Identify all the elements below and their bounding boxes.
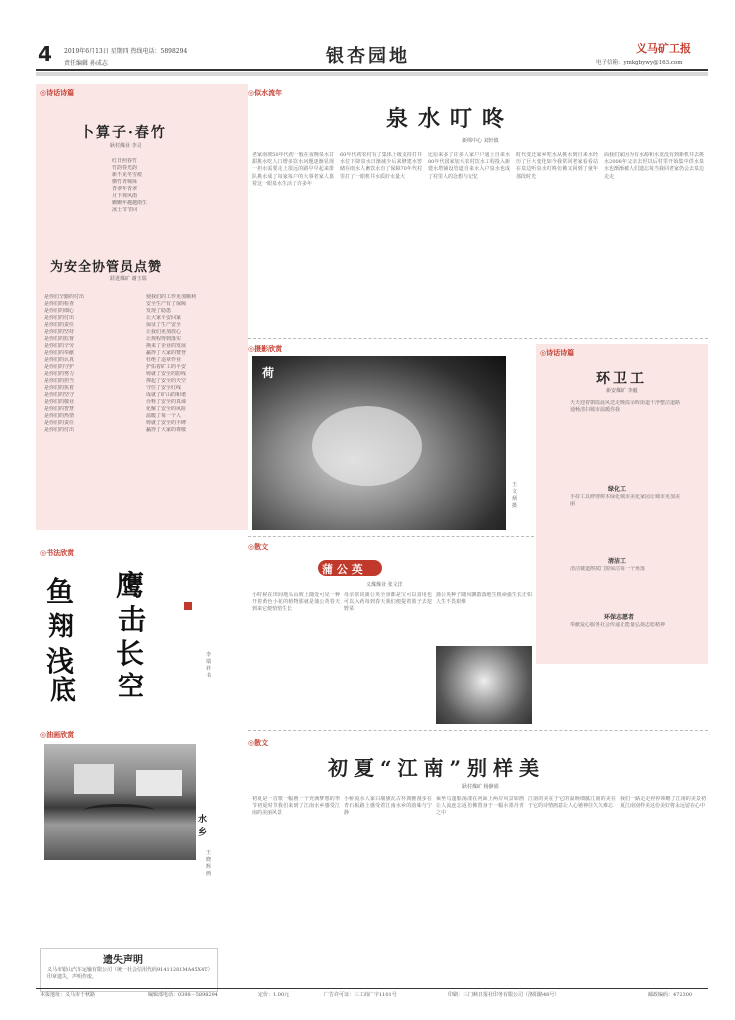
footer-price: 定价：1.00元 (258, 992, 290, 998)
painting-house-shape (74, 764, 114, 794)
paper-name: 义马矿工报 (636, 42, 691, 55)
painting-house-shape (136, 770, 182, 796)
header-rule (36, 69, 708, 71)
poem-title: 卜算子·春竹 (80, 125, 167, 141)
essay2-author: 义煤煤业 张文洋 (366, 582, 403, 588)
poem2-line: 是你们的热情 (44, 413, 75, 419)
contact-email: 电子信箱：ymkgbywy@163.com (596, 60, 683, 66)
header-stripe (36, 72, 708, 76)
footer-postcode: 邮政编码：472300 (648, 992, 693, 998)
essay3-col: 初夏是一首歌一幅画一个充满梦想的季节初夏时节我们来到了江南水乡感受江南的美丽风景 (252, 796, 340, 817)
essay3-title: 初夏“江南”别样美 (328, 756, 546, 780)
calligraphy-char: 浅 (46, 645, 75, 678)
essay1-col: 时代变迁家乡吃水从挑水到自来水经历了巨大变化如今我常回老家看看站在泉边听泉水叮咚仿佛又回到了童年那段时光 (516, 152, 598, 180)
calligraphy-artwork (44, 562, 204, 706)
essay3-col: 乘坐乌篷船荡漾在河面上两岸风景如画让人流连忘返仿佛置身于一幅水墨丹青之中 (436, 796, 524, 817)
poem3-sub1: 绿化工 (608, 486, 627, 493)
poem2-col2 (146, 294, 244, 434)
section-title: 银杏园地 (326, 46, 410, 67)
essay1-col: 面我们家因为有水源和水龙没有到新机井去挑水2008年父亲去世以后村里开始集中供水泉水也渐渐被人们遗忘每当我回老家仍会去泉边走走 (604, 152, 704, 180)
poem2-line: 是你们的担当 (44, 378, 75, 384)
poem-line: 新不见冬雪痕 (112, 172, 143, 178)
photo-image (252, 356, 506, 530)
poem3-body: 奉献爱心服务社会传递正能量弘扬志愿精神 (570, 622, 666, 628)
poem-tag: ◎诗话诗篇 (40, 88, 75, 97)
poem2-line: 安全生产有了保障 (146, 301, 187, 307)
essay1-author: 新绵中心 刘轩镇 (462, 138, 499, 144)
poem2-line: 赢得了大家的赞誉 (146, 350, 187, 356)
poem2-line: 是你们的付出 (44, 427, 75, 433)
notice-text: 义马市银山汽车运输有限公司（统一社会信用代码91411281MA45X4T）印章遗失，声明作废。 (47, 967, 211, 980)
poem2-line: 护佑着矿工的平安 (146, 364, 187, 370)
calligraphy-char: 底 (50, 676, 77, 706)
footer-address: 本报地址：义马市千秋路 (40, 992, 96, 998)
calligraphy-seal-icon (184, 602, 192, 610)
poem2-line: 保证了生产安全 (146, 322, 182, 328)
essay1-col: 60年代初农村有了集体上级支持打井水位下降泉水日渐减少后来修建水窖储存雨水人畜饮水有了保障70年代村里打了一眼机井水质好水量大 (340, 152, 422, 180)
essay3-col: 江南的美在于它的温婉细腻江南的美在于它的诗情画意让人心驰神往久久难忘 (528, 796, 616, 810)
poem2-line: 使我们的工作更加顺利 (146, 294, 197, 300)
essay2-title: 蒲 公 英 (322, 563, 363, 576)
calligraphy-char: 鹰 (116, 569, 145, 602)
divider (248, 730, 708, 731)
poem2-line: 是你们的责任 (44, 322, 75, 328)
poem3-sub3: 环保志愿者 (604, 614, 635, 621)
poem2-line: 守住了安全红线 (146, 385, 182, 391)
painting-image (44, 744, 196, 860)
calligraphy-tag: ◎书法欣赏 (40, 548, 75, 557)
poem2-line: 是你们辛勤的付出 (44, 294, 85, 300)
divider (248, 338, 708, 339)
poem2-line: 是你们的认真 (44, 357, 75, 363)
poem3-body: 手持工具修剪树木绿化城市美化家园让城市更加美丽 (570, 494, 680, 508)
poem2-line: 赢得了大家的尊敬 (146, 427, 187, 433)
poem2-line: 成就了矿山的和谐 (146, 392, 187, 398)
poem2-line: 让我们更加放心 (146, 329, 182, 335)
essay3-col: 小桥流水人家白墙黛瓦古朴典雅漫步在青石板路上感受着江南水乡的韵味与宁静 (344, 796, 432, 817)
calligraphy-char: 击 (118, 603, 147, 636)
poem-line: 竹韵春光韵 (112, 165, 138, 171)
divider (248, 536, 534, 537)
notice-box (40, 948, 218, 992)
photo-tag: ◎摄影欣赏 (248, 344, 283, 353)
essay2-col: 小时候在田间地头山坡上随处可见一种开着黄色小花的植物那就是蒲公英春天到来它便悄悄生长 (252, 592, 340, 613)
poem3-body: 清洁楼道擦拭门窗保洁每一个角落 (570, 566, 646, 572)
photo-lotus-shape (312, 406, 422, 486)
poem2-line: 是你们的监督 (44, 336, 75, 342)
calligraphy-char: 空 (118, 672, 145, 702)
poem2-author: 跃进煤矿 谢玉瑞 (110, 276, 147, 282)
photo-title: 荷 (262, 366, 275, 380)
poem2-line: 铸就了安全的丰碑 (146, 420, 187, 426)
footer-license: 广告许可证：三工商广字1101号 (324, 992, 397, 998)
painting-credit: 王晓辉 画 (206, 850, 212, 877)
poem2-line: 让大家平安回家 (146, 315, 182, 321)
poem-lines (112, 158, 182, 214)
essay1-tag: ◎似水流年 (248, 88, 283, 97)
poem3-body: 天天迎着朝霞晨风送走晚霞余晖街道干净整洁道路通畅清扫城市温暖你我 (570, 400, 680, 414)
notice-title: 遗失声明 (103, 955, 143, 966)
poem-line: 红日照春竹 (112, 158, 138, 164)
poem2-line: 是你们的坚守 (44, 392, 75, 398)
poem2-line: 是你们的敬业 (44, 399, 75, 405)
poem2-line: 是你们的执着 (44, 385, 75, 391)
page-number: 4 (38, 42, 52, 66)
poem-line: 青翠年青翠 (112, 186, 138, 192)
essay3-tag: ◎散文 (248, 738, 269, 747)
poem2-line: 是你们的细心 (44, 308, 75, 314)
poem2-line: 化解了安全的风险 (146, 406, 187, 412)
editor-credit: 责任编辑 孙成志 (64, 60, 108, 67)
painting-bridge-shape (84, 804, 154, 817)
poem2-line: 是你们的智慧 (44, 406, 75, 412)
calligraphy-credit: 李瑞祥 书 (206, 652, 212, 679)
poem2-line: 杜绝了违章作业 (146, 357, 182, 363)
poem2-col1 (44, 294, 138, 434)
issue-date: 2019年6月13日 星期四 热线电话：5898294 (64, 48, 188, 55)
poem-line: 冰土节节回 (112, 207, 138, 213)
poem-line: 月下观风雨 (112, 193, 138, 199)
poem3-tag: ◎诗话诗篇 (540, 348, 575, 357)
essay3-col: 我们一路走走停停领略了江南的美景初夏江南别样美这份美好将永远留在心中 (620, 796, 706, 810)
poem2-line: 撑起了安全的天空 (146, 378, 187, 384)
poem2-line: 是你们的责任 (44, 420, 75, 426)
essay1-col: 老家南坡50年代初一般在夜晚泉水甘甜挑水吃人口增多饮水问题逐渐显现一担水需要走上很远的路早早起来排队挑水成了每家每户的大事老家人靠着这一眼泉水生活了许多年 (252, 152, 334, 187)
painting-title: 水乡 (198, 815, 208, 838)
poem3-title: 环卫工 (596, 371, 647, 387)
calligraphy-char: 长 (116, 637, 145, 670)
essay2-image (436, 646, 532, 724)
poem3-author: 新安煤矿 李毅 (606, 388, 638, 394)
poem2-line: 让规程得到落实 (146, 336, 182, 342)
poem2-line: 换来了企业的发展 (146, 343, 187, 349)
essay2-col: 蒲公英种子随风飘散落地生根顽强生长正如人生不畏艰难 (436, 592, 532, 606)
footer-phone: 编辑部电话：0398－5898294 (148, 992, 218, 998)
poem2-line: 是你们的付出 (44, 315, 75, 321)
poem2-line: 是你们的努力 (44, 371, 75, 377)
poem-author: 耿村煤业 李灵 (110, 143, 142, 149)
photo-credit: 王文炳 摄 (512, 482, 518, 509)
poem2-line: 铸就了安全的防线 (146, 371, 187, 377)
poem2-line: 是你们的坚持 (44, 329, 75, 335)
poem2-line: 温暖了每一个人 (146, 413, 182, 419)
essay1-col: 比原来多了许多人家户户通上自来水80年代国家加大农村饮水工程投入新建水塔铺设管道自来水入户泉水也成了村里人的念想与记忆 (428, 152, 510, 180)
poem2-line: 是你们的辛劳 (44, 343, 75, 349)
painting-tag: ◎油画欣赏 (40, 730, 75, 739)
poem-line: 姗姗年越越雨生 (112, 200, 148, 206)
footer-printer: 印刷：三门峡日报社印务有限公司（洛阳路48号） (448, 992, 560, 998)
footer-rule (36, 988, 708, 989)
poem2-title: 为安全协管员点赞 (50, 260, 163, 275)
essay3-author: 耿村煤矿 杨静娟 (462, 784, 499, 790)
poem2-line: 是你们的守护 (44, 364, 75, 370)
calligraphy-char: 翔 (48, 612, 75, 642)
poem2-line: 发现了隐患 (146, 308, 172, 314)
poem-line: 横竹青城垛 (112, 179, 138, 185)
poem2-line: 是你们的检查 (44, 301, 75, 307)
essay1-title: 泉水叮咚 (386, 106, 515, 132)
poem2-line: 诠释了安全的真谛 (146, 399, 187, 405)
poem2-line: 是你们的奉献 (44, 350, 75, 356)
essay2-tag: ◎散文 (248, 542, 269, 551)
calligraphy-char: 鱼 (46, 575, 75, 608)
essay2-col: 母亲常说蒲公英全身都是宝可以食用也可以入药每到春天我们便提着篮子去挖野菜 (344, 592, 432, 613)
poem3-sub2: 清洁工 (608, 558, 627, 565)
